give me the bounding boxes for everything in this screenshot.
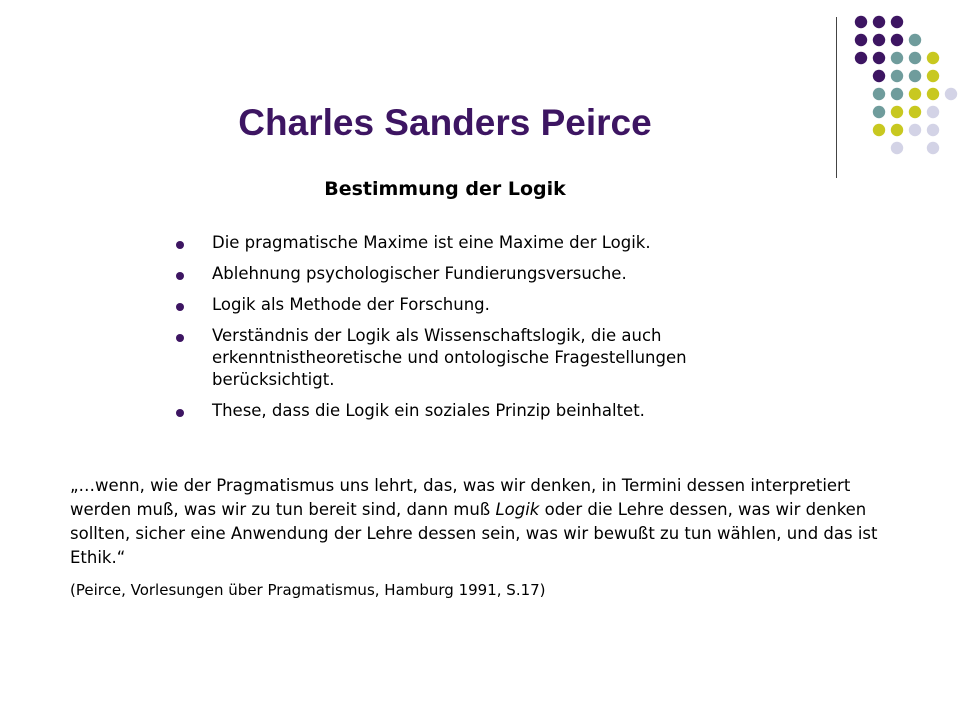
- bullet-text: Verständnis der Logik als Wissenschaftslogik, die auch erkenntnistheoretische und ontologische Fragestellungen berücksichtigt.: [212, 326, 687, 389]
- decorative-dot: [909, 88, 921, 100]
- decorative-dot: [873, 70, 885, 82]
- bullet-item: [172, 263, 792, 285]
- decorative-dot: [873, 124, 885, 136]
- quote-text-after: oder die Lehre dessen, was wir denken sollten, sicher eine Anwendung der Lehre dessen sein, was wir bewußt zu tun wählen, und das ist Ethik.“: [70, 500, 878, 567]
- decorative-dot: [855, 16, 867, 28]
- bullet-text: Ablehnung psychologischer Fundierungsversuche.: [212, 264, 627, 283]
- decorative-dot: [909, 124, 921, 136]
- quote-text: [70, 474, 890, 570]
- bullet-point-icon: [176, 272, 184, 280]
- slide-title: Charles Sanders Peirce: [238, 102, 652, 143]
- decorative-dot: [909, 52, 921, 64]
- decorative-dot: [909, 34, 921, 46]
- bullet-list: [172, 232, 792, 431]
- decorative-dot: [927, 70, 939, 82]
- decorative-dot: [873, 88, 885, 100]
- decorative-dot: [891, 52, 903, 64]
- bullet-item: [172, 294, 792, 316]
- decorative-dot: [855, 34, 867, 46]
- bullet-point-icon: [176, 334, 184, 342]
- decorative-dot: [891, 124, 903, 136]
- bullet-item: [172, 400, 792, 422]
- quote-text-before: „…wenn, wie der Pragmatismus uns lehrt, das, was wir denken, in Termini dessen interpretiert werden muß, was wir zu tun bereit sind, dann muß: [70, 476, 851, 519]
- decorative-dot: [945, 88, 957, 100]
- decorative-dot: [927, 88, 939, 100]
- slide-subtitle: Bestimmung der Logik: [324, 178, 566, 200]
- decorative-dot: [873, 52, 885, 64]
- bullet-item: [172, 325, 792, 391]
- decorative-dot: [927, 52, 939, 64]
- bullet-text: These, dass die Logik ein soziales Prinzip beinhaltet.: [212, 401, 645, 420]
- quote-emphasis: Logik: [495, 500, 540, 519]
- vertical-divider-line: [836, 17, 837, 178]
- decorative-dot: [891, 88, 903, 100]
- decorative-dot: [873, 106, 885, 118]
- quote-citation: (Peirce, Vorlesungen über Pragmatismus, Hamburg 1991, S.17): [70, 581, 546, 599]
- bullet-item: [172, 232, 792, 254]
- bullet-point-icon: [176, 241, 184, 249]
- decorative-dot: [891, 16, 903, 28]
- decorative-dot: [927, 142, 939, 154]
- decorative-dot: [909, 106, 921, 118]
- decorative-dot: [891, 142, 903, 154]
- decorative-dot: [873, 34, 885, 46]
- decorative-dot: [891, 106, 903, 118]
- bullet-text: Die pragmatische Maxime ist eine Maxime der Logik.: [212, 233, 651, 252]
- decorative-dot: [855, 52, 867, 64]
- bullet-point-icon: [176, 409, 184, 417]
- decorative-dot: [873, 16, 885, 28]
- decorative-dot: [927, 106, 939, 118]
- decorative-dot: [909, 70, 921, 82]
- bullet-text: Logik als Methode der Forschung.: [212, 295, 490, 314]
- bullet-point-icon: [176, 303, 184, 311]
- decorative-dot: [891, 34, 903, 46]
- decorative-dot: [927, 124, 939, 136]
- decorative-dot: [891, 70, 903, 82]
